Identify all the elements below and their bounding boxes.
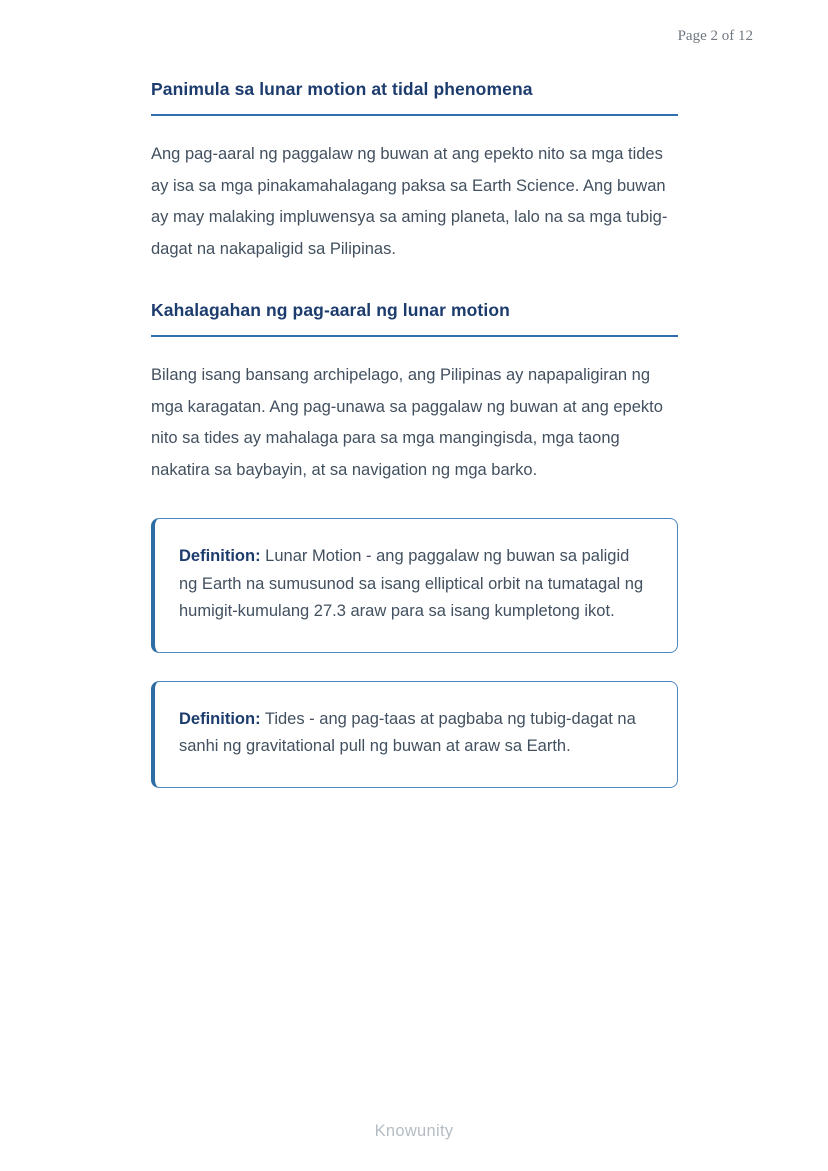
definition-text: Lunar Motion - ang paggalaw ng buwan sa paligid ng Earth na sumusunod sa isang elliptical orbit na tumatagal ng humigit-kumulang 27.3 araw para sa isang kumpletong ikot. [179, 547, 644, 620]
heading-rule [151, 335, 678, 337]
definition-text: Tides - ang pag-taas at pagbaba ng tubig-dagat na sanhi ng gravitational pull ng buwan at araw sa Earth. [179, 709, 636, 755]
footer-brand: Knowunity [374, 1122, 454, 1140]
section-heading-panimula: Panimula sa lunar motion at tidal phenomena [151, 79, 533, 99]
definition-box-lunar-motion [151, 518, 678, 653]
definition-label: Definition: [179, 709, 261, 728]
section-heading-kahalagahan: Kahalagahan ng pag-aaral ng lunar motion [151, 300, 510, 320]
heading-rule [151, 114, 678, 116]
section-paragraph-kahalagahan: Bilang isang bansang archipelago, ang Pilipinas ay napapaligiran ng mga karagatan. Ang pag-unawa sa paggalaw ng buwan at ang epekto nito sa tides ay mahalaga para sa mga mangingisda, mga taong nakatira sa baybayin, at sa navigation ng mga barko. [151, 366, 663, 479]
page-indicator: Page 2 of 12 [677, 28, 753, 44]
definition-box-tides [151, 681, 678, 788]
document-content [151, 78, 678, 788]
definition-label: Definition: [179, 547, 261, 565]
section-paragraph-panimula: Ang pag-aaral ng paggalaw ng buwan at ang epekto nito sa mga tides ay isa sa mga pinakamahalagang paksa sa Earth Science. Ang buwan ay may malaking impluwensya sa aming planeta, lalo na sa mga tubig-dagat na nakapaligid sa Pilipinas. [151, 145, 668, 258]
